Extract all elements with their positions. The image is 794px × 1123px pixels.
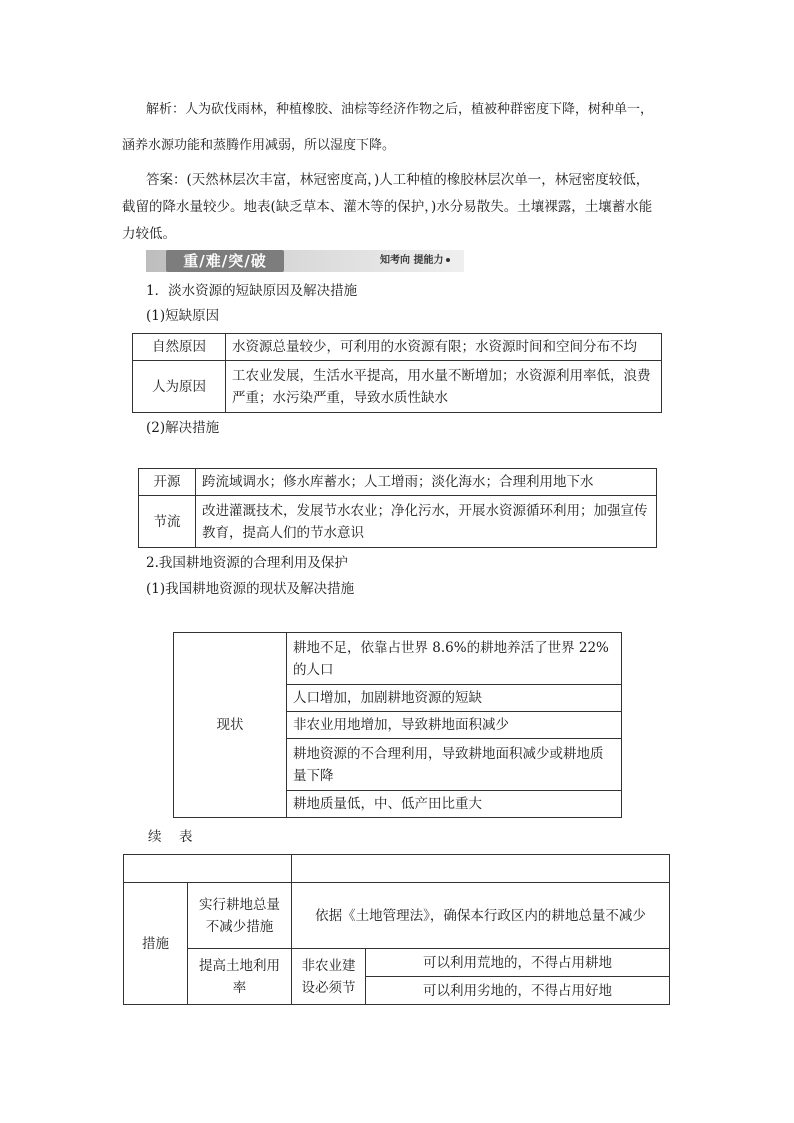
banner-subtitle — [380, 253, 450, 269]
analysis-line-1: 解析：人为砍伐雨林，种植橡胶、油棕等经济作物之后，植被种群密度下降，树种单一， — [146, 102, 654, 117]
status-item-4: 耕地资源的不合理利用，导致耕地面积减少或耕地质量下降 — [287, 739, 622, 791]
section2-sub1: (1)我国耕地资源的现状及解决措施 — [146, 581, 355, 597]
measure-1-text: 依据《土地管理法》，确保本行政区内的耕地总量不减少 — [292, 883, 670, 949]
measure-1-label: 实行耕地总量不减少措施 — [188, 883, 292, 949]
banner-subtitle-text: 知考向 提能力 — [380, 255, 444, 266]
status-item-5: 耕地质量低，中、低产田比重大 — [287, 791, 622, 818]
table-row — [124, 855, 670, 883]
measure-2-sub: 非农业建设必须节 — [292, 949, 366, 1005]
measure-2-label: 提高土地利用率 — [188, 949, 292, 1005]
section1-sub2: (2)解决措施 — [146, 420, 220, 436]
human-cause-text: 工农业发展，生活水平提高，用水量不断增加；水资源利用率低，浪费严重；水污染严重，导致水质性缺水 — [226, 361, 662, 413]
open-source-text: 跨流域调水；修水库蓄水；人工增雨；淡化海水；合理利用地下水 — [196, 469, 657, 496]
natural-cause-text: 水资源总量较少，可利用的水资源有限；水资源时间和空间分布不均 — [226, 334, 662, 361]
status-item-3: 非农业用地增加，导致耕地面积减少 — [287, 712, 622, 739]
banner-tag: 重/难/突/破 — [166, 250, 284, 272]
table-row — [124, 949, 670, 977]
header-empty-cell — [292, 855, 670, 883]
status-item-2: 人口增加，加剧耕地资源的短缺 — [287, 685, 622, 712]
table-row — [174, 633, 622, 685]
answer-line-1: 答案：(天然林层次丰富，林冠密度高，)人工种植的橡胶林层次单一，林冠密度较低， — [146, 172, 650, 188]
section2-title: 2.我国耕地资源的合理利用及保护 — [146, 555, 348, 571]
table-row — [133, 334, 662, 361]
section1-title: 1．淡水资源的短缺原因及解决措施 — [146, 283, 358, 299]
table-row — [139, 496, 657, 548]
farmland-status-table — [173, 632, 622, 818]
section1-sub1: (1)短缺原因 — [146, 308, 220, 324]
farmland-measures-table — [123, 854, 670, 1005]
open-source-label: 开源 — [139, 469, 196, 496]
solutions-table — [138, 468, 657, 548]
analysis-line-2: 涵养水源功能和蒸腾作用减弱，所以湿度下降。 — [122, 138, 396, 153]
header-empty-cell — [124, 855, 292, 883]
status-item-1: 耕地不足，依靠占世界 8.6%的耕地养活了世界 22%的人口 — [287, 633, 622, 685]
natural-cause-label: 自然原因 — [133, 334, 226, 361]
measure-2-item-1: 可以利用荒地的，不得占用耕地 — [366, 949, 670, 977]
throttle-label: 节流 — [139, 496, 196, 548]
bullet-dot-icon — [446, 258, 450, 262]
table-row — [133, 361, 662, 413]
measures-label: 措施 — [124, 883, 188, 1005]
answer-line-2: 截留的降水量较少。地表(缺乏草本、灌木等的保护，)水分易散失。土壤裸露，土壤蓄水能 — [122, 199, 653, 215]
continued-table-label: 续 表 — [148, 829, 195, 845]
status-label: 现状 — [174, 633, 287, 818]
answer-line-3: 力较低。 — [122, 226, 176, 242]
throttle-text: 改进灌溉技术，发展节水农业；净化污水，开展水资源循环利用；加强宣传教育，提高人们的节水意识 — [196, 496, 657, 548]
measure-2-item-2: 可以利用劣地的，不得占用好地 — [366, 977, 670, 1005]
human-cause-label: 人为原因 — [133, 361, 226, 413]
table-row — [124, 883, 670, 949]
shortage-causes-table — [132, 333, 662, 413]
table-row — [139, 469, 657, 496]
